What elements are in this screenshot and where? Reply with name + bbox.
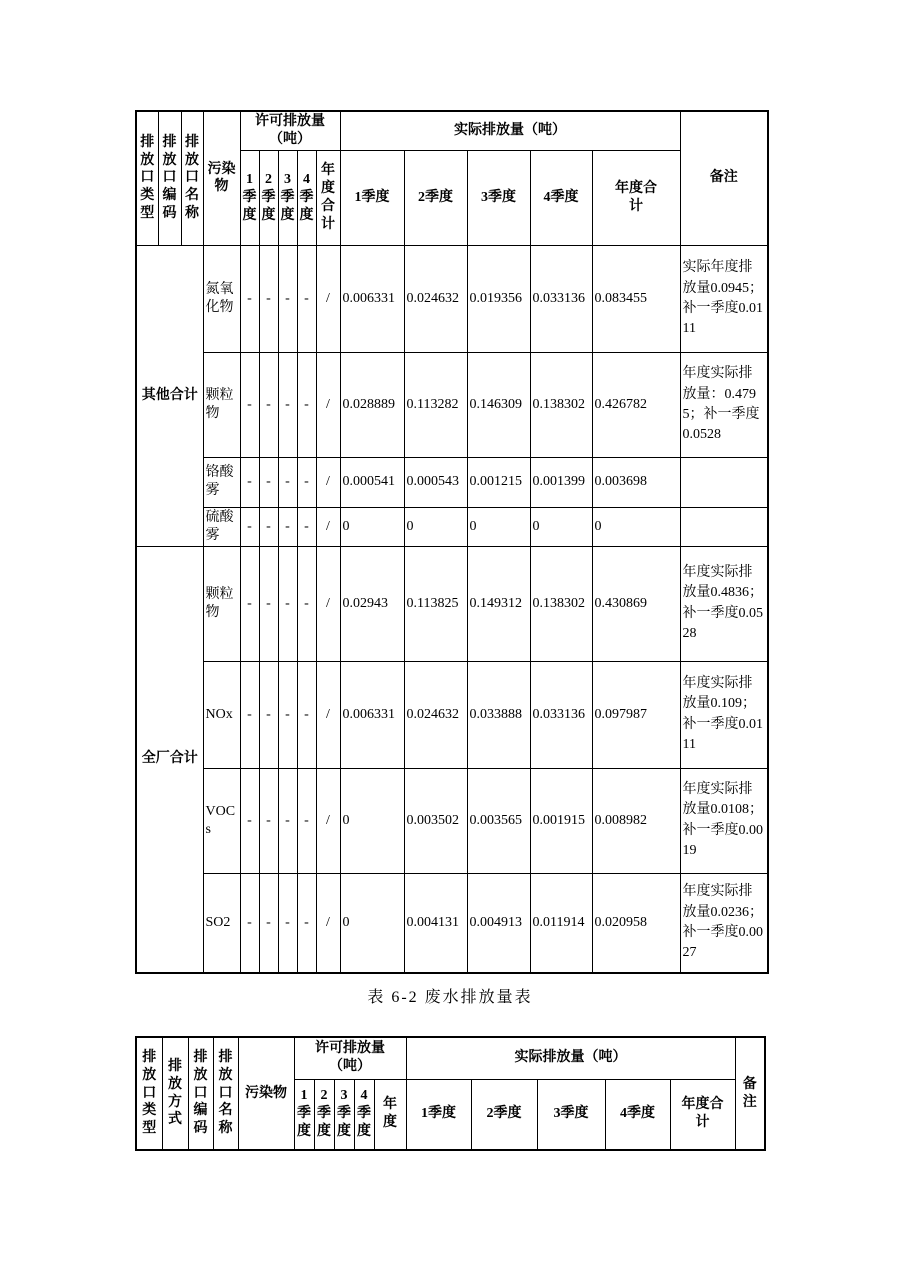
- data-cell: /: [316, 352, 340, 457]
- group-total-cell: 全厂合计: [136, 546, 203, 973]
- data-cell: 0.001399: [530, 457, 592, 507]
- header-row-groups: [136, 1037, 765, 1079]
- data-cell: 0: [404, 507, 467, 546]
- data-cell: -: [278, 457, 297, 507]
- wastewater-emissions-table: [135, 1036, 766, 1151]
- data-cell: 0.083455: [592, 245, 680, 352]
- data-cell: -: [278, 546, 297, 661]
- data-cell: -: [297, 245, 316, 352]
- pollutant-cell: NOx: [203, 661, 240, 768]
- data-cell: -: [297, 661, 316, 768]
- header-permitted-group: 许可排放量 （吨）: [240, 111, 340, 150]
- data-cell: -: [240, 546, 259, 661]
- header-outlet-name: 排 放 口 名 称: [213, 1037, 238, 1150]
- data-cell: 0: [340, 768, 404, 873]
- remark-cell: [680, 507, 768, 546]
- header-actual-q4: 4季度: [605, 1079, 670, 1150]
- table-row: [136, 457, 768, 507]
- data-cell: 0.006331: [340, 661, 404, 768]
- data-cell: 0.138302: [530, 352, 592, 457]
- header-permitted-q3: 3 季 度: [334, 1079, 354, 1150]
- data-cell: 0.138302: [530, 546, 592, 661]
- data-cell: 0: [530, 507, 592, 546]
- data-cell: -: [240, 507, 259, 546]
- header-permitted-q4: 4 季 度: [297, 150, 316, 245]
- data-cell: 0.020958: [592, 873, 680, 973]
- data-cell: -: [240, 873, 259, 973]
- data-cell: 0: [340, 873, 404, 973]
- table-row: [136, 245, 768, 352]
- header-permitted-q4: 4 季 度: [354, 1079, 374, 1150]
- data-cell: -: [240, 245, 259, 352]
- data-cell: /: [316, 546, 340, 661]
- data-cell: 0.426782: [592, 352, 680, 457]
- header-actual-group: 实际排放量（吨）: [406, 1037, 735, 1079]
- table-row: [136, 352, 768, 457]
- data-cell: 0.028889: [340, 352, 404, 457]
- table-row: [136, 546, 768, 661]
- data-cell: 0.008982: [592, 768, 680, 873]
- gas-emissions-table: [135, 110, 769, 974]
- data-cell: -: [259, 661, 278, 768]
- data-cell: 0.019356: [467, 245, 530, 352]
- group-total-cell: 其他合计: [136, 245, 203, 546]
- data-cell: -: [259, 768, 278, 873]
- header-remark: 备注: [680, 111, 768, 245]
- data-cell: /: [316, 245, 340, 352]
- data-cell: -: [259, 873, 278, 973]
- header-outlet-code: 排 放 口 编 码: [188, 1037, 213, 1150]
- data-cell: 0.004131: [404, 873, 467, 973]
- remark-cell: 年度实际排放量0.0236；补一季度0.0027: [680, 873, 768, 973]
- data-cell: 0.001215: [467, 457, 530, 507]
- data-cell: 0.02943: [340, 546, 404, 661]
- data-cell: 0.003565: [467, 768, 530, 873]
- data-cell: /: [316, 507, 340, 546]
- data-cell: 0.004913: [467, 873, 530, 973]
- data-cell: 0.003698: [592, 457, 680, 507]
- header-permitted-group: 许可排放量 （吨）: [294, 1037, 406, 1079]
- data-cell: 0: [340, 507, 404, 546]
- pollutant-cell: 硫酸雾: [203, 507, 240, 546]
- data-cell: -: [259, 457, 278, 507]
- remark-cell: 年度实际排放量：0.4795；补一季度0.0528: [680, 352, 768, 457]
- header-outlet-name: 排 放 口 名 称: [181, 111, 203, 245]
- data-cell: 0.000541: [340, 457, 404, 507]
- header-permitted-annual: 年 度: [374, 1079, 406, 1150]
- pollutant-cell: 颗粒物: [203, 546, 240, 661]
- data-cell: -: [297, 507, 316, 546]
- data-cell: /: [316, 768, 340, 873]
- data-cell: 0: [467, 507, 530, 546]
- header-actual-q2: 2季度: [471, 1079, 537, 1150]
- header-outlet-code: 排 放 口 编 码: [158, 111, 181, 245]
- table-caption: 表 6-2 废水排放量表: [367, 989, 533, 1006]
- data-cell: -: [297, 457, 316, 507]
- header-pollutant: 污染 物: [203, 111, 240, 245]
- data-cell: -: [240, 457, 259, 507]
- header-actual-q1: 1季度: [340, 150, 404, 245]
- table-row: [136, 768, 768, 873]
- data-cell: 0.033136: [530, 661, 592, 768]
- data-cell: -: [240, 352, 259, 457]
- data-cell: /: [316, 661, 340, 768]
- data-cell: -: [240, 768, 259, 873]
- data-cell: 0.430869: [592, 546, 680, 661]
- data-cell: /: [316, 873, 340, 973]
- data-cell: -: [278, 245, 297, 352]
- data-cell: 0.024632: [404, 245, 467, 352]
- header-discharge-mode: 排 放 方 式: [162, 1037, 188, 1150]
- header-permitted-q1: 1 季 度: [240, 150, 259, 245]
- header-actual-annual: 年度合 计: [670, 1079, 735, 1150]
- table-row: [136, 661, 768, 768]
- header-actual-group: 实际排放量（吨）: [340, 111, 680, 150]
- data-cell: -: [259, 546, 278, 661]
- remark-cell: 年度实际排放量0.4836；补一季度0.0528: [680, 546, 768, 661]
- header-permitted-q2: 2 季 度: [314, 1079, 334, 1150]
- data-cell: 0.033136: [530, 245, 592, 352]
- data-cell: -: [259, 352, 278, 457]
- data-cell: -: [278, 873, 297, 973]
- data-cell: 0.011914: [530, 873, 592, 973]
- header-actual-q1: 1季度: [406, 1079, 471, 1150]
- data-cell: -: [259, 507, 278, 546]
- pollutant-cell: 颗粒物: [203, 352, 240, 457]
- data-cell: -: [297, 768, 316, 873]
- data-cell: -: [278, 352, 297, 457]
- pollutant-cell: 氮氧化物: [203, 245, 240, 352]
- data-cell: -: [240, 661, 259, 768]
- data-cell: -: [278, 661, 297, 768]
- header-outlet-type: 排 放 口 类 型: [136, 111, 158, 245]
- header-permitted-annual: 年 度 合 计: [316, 150, 340, 245]
- data-cell: -: [278, 507, 297, 546]
- header-pollutant: 污染物: [238, 1037, 294, 1150]
- data-cell: 0.097987: [592, 661, 680, 768]
- remark-cell: 年度实际排放量0.109；补一季度0.0111: [680, 661, 768, 768]
- header-permitted-q1: 1 季 度: [294, 1079, 314, 1150]
- data-cell: 0.006331: [340, 245, 404, 352]
- data-cell: -: [297, 352, 316, 457]
- data-cell: 0.113825: [404, 546, 467, 661]
- data-cell: 0.146309: [467, 352, 530, 457]
- remark-cell: [680, 457, 768, 507]
- data-cell: /: [316, 457, 340, 507]
- header-remark: 备 注: [735, 1037, 765, 1150]
- data-cell: -: [259, 245, 278, 352]
- data-cell: 0.033888: [467, 661, 530, 768]
- data-cell: 0.113282: [404, 352, 467, 457]
- data-cell: 0.001915: [530, 768, 592, 873]
- remark-cell: 年度实际排放量0.0108；补一季度0.0019: [680, 768, 768, 873]
- data-cell: -: [297, 546, 316, 661]
- header-actual-annual: 年度合 计: [592, 150, 680, 245]
- table-row: [136, 873, 768, 973]
- table-row: [136, 507, 768, 546]
- header-permitted-q2: 2 季 度: [259, 150, 278, 245]
- data-cell: 0.024632: [404, 661, 467, 768]
- data-cell: 0.000543: [404, 457, 467, 507]
- header-permitted-q3: 3 季 度: [278, 150, 297, 245]
- header-row-groups: [136, 111, 768, 150]
- data-cell: 0: [592, 507, 680, 546]
- header-actual-q3: 3季度: [537, 1079, 605, 1150]
- data-cell: -: [278, 768, 297, 873]
- data-cell: 0.149312: [467, 546, 530, 661]
- pollutant-cell: VOCs: [203, 768, 240, 873]
- data-cell: -: [297, 873, 316, 973]
- pollutant-cell: SO2: [203, 873, 240, 973]
- header-actual-q3: 3季度: [467, 150, 530, 245]
- remark-cell: 实际年度排放量0.0945；补一季度0.0111: [680, 245, 768, 352]
- header-outlet-type: 排 放 口 类 型: [136, 1037, 162, 1150]
- data-cell: 0.003502: [404, 768, 467, 873]
- pollutant-cell: 铬酸雾: [203, 457, 240, 507]
- header-actual-q2: 2季度: [404, 150, 467, 245]
- header-actual-q4: 4季度: [530, 150, 592, 245]
